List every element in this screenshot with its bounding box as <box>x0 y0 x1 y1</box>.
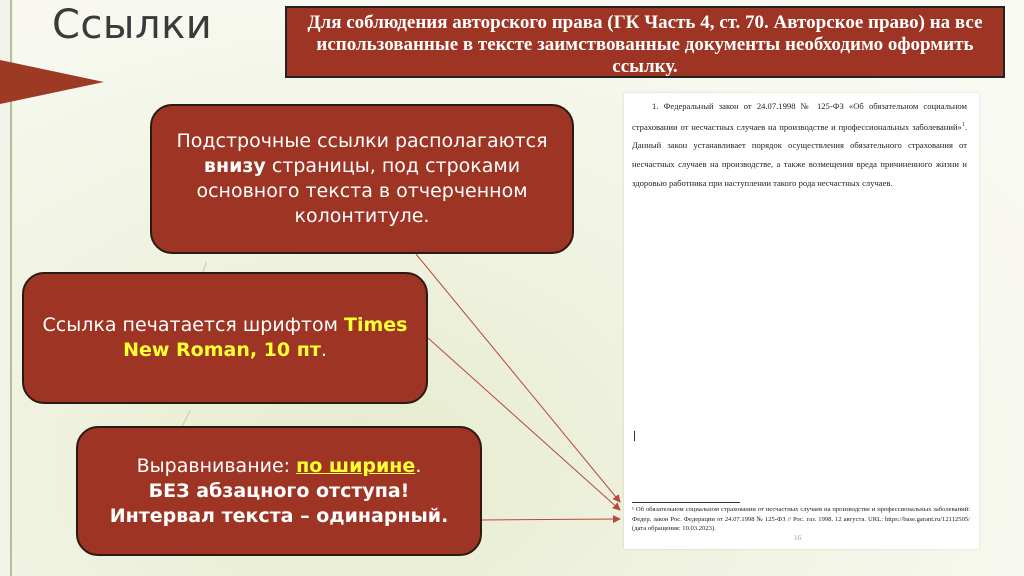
arrow-footnote-placement <box>416 254 620 502</box>
font-rule-text: Ссылка печатается шрифтом Times New Roman, 10 пт. <box>42 314 408 361</box>
no-indent-rule: БЕЗ абзацного отступа! <box>148 479 410 502</box>
document-paragraph: 1. Федеральный закон от 24.07.1998 № 125-ФЗ «Об обязательном социальном страховании от несчастных случаев на производстве и профессиональных заболеваний»$^1$. Данный закон устанавливает порядок осуществления обязательного страхования от несчастных случаев на производстве, а также возмещения вреда причиненного жизни и здоровью работника при наступлении такого рода несчастных случаев. <box>632 101 967 189</box>
font-highlight: Times New Roman, 10 пт <box>123 314 408 361</box>
arrow-alignment-rule <box>482 519 620 520</box>
emphasis-bottom: внизу <box>203 155 266 177</box>
alignment-rule-text: Выравнивание: по ширине. БЕЗ абзацного отступа! Интервал текста – одинарный. <box>109 454 449 527</box>
footnote-placement-text: Подстрочные ссылки располагаются внизу страницы, под строками основного текста в отчерченном колонтитуле. <box>176 130 548 227</box>
page-number: 16 <box>794 534 801 542</box>
arrow-font-rule <box>428 338 620 510</box>
alignment-value: по ширине <box>296 454 416 477</box>
spacing-rule: Интервал текста – одинарный. <box>109 504 449 527</box>
copyright-notice: Для соблюдения авторского права (ГК Часть 4, ст. 70. Авторское право) на все использованные в тексте заимствованные документы необходимо оформить ссылку. <box>285 6 1005 78</box>
document-footnote: ¹ Об обязательном социальном страховании от несчастных случаев на производстве и профессиональных заболеваний: Федер. закон Рос. Федерации от 24.07.1998 № 125-ФЗ // Рос. газ. 1998. 12 августа. URL: https://base.garant.ru/12112505/ (дата обращения: 10.03.2023). <box>632 506 970 533</box>
footnote-marker: 1 <box>961 121 965 128</box>
slide-title: Ссылки <box>52 2 213 48</box>
